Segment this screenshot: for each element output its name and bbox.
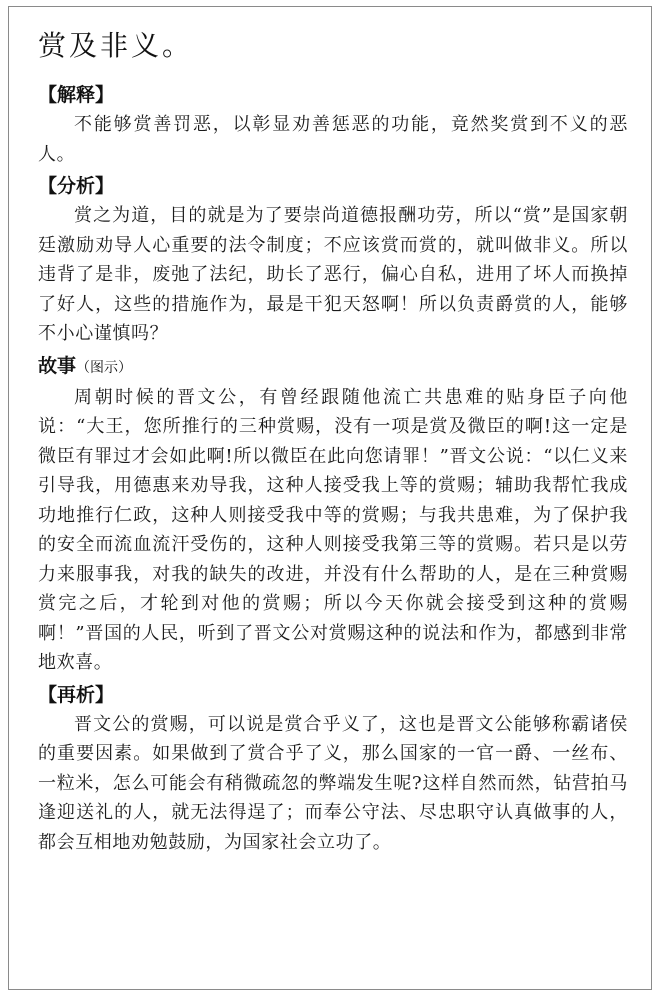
section-text-reanalysis: 晋文公的赏赐，可以说是赏合乎义了，这也是晋文公能够称霸诸侯的重要因素。如果做到了赏合乎了义，那么国家的一官一爵、一丝布、一粒米，怎么可能会有稍微疏忽的弊端发生呢?这样自然而然，钻营拍马逢迎送礼的人，就无法得逞了；而奉公守法、尽忠职守认真做事的人，都会互相地劝勉鼓励，为国家社会立功了。 bbox=[38, 713, 628, 853]
section-text-explanation: 不能够赏善罚恶，以彰显劝善惩恶的功能，竟然奖赏到不义的恶人。 bbox=[38, 114, 628, 165]
section-label-story bbox=[38, 351, 628, 383]
section-analysis bbox=[38, 171, 628, 349]
page-title: 赏及非义。 bbox=[38, 29, 194, 62]
section-reanalysis bbox=[38, 680, 628, 858]
section-text-analysis: 赏之为道，目的就是为了要崇尚道德报酬功劳，所以“赏”是国家朝廷激励劝导人心重要的法令制度；不应该赏而赏的，就叫做非义。所以违背了是非，废弛了法纪，助长了恶行，偏心自私，进用了坏人而换掉了好人，这些的措施作为，最是干犯天怒啊！所以负责爵赏的人，能够不小心谨慎吗？ bbox=[38, 205, 628, 344]
story-label: 故事 bbox=[38, 354, 77, 377]
story-label-note: （图示） bbox=[76, 359, 133, 376]
section-text-story: 周朝时候的晋文公，有曾经跟随他流亡共患难的贴身臣子向他说：“大王，您所推行的三种赏赐，没有一项是赏及微臣的啊!这一定是微臣有罪过才会如此啊!所以微臣在此向您请罪！”晋文公说：“以仁义来引导我，用德惠来劝导我，这种人接受我上等的赏赐；辅助我帮忙我成功地推行仁政，这种人则接受我中等的赏赐；与我共患难，为了保护我的安全而流血流汗受伤的，这种人则接受我第三等的赏赐。若只是以劳力来服事我，对我的缺失的改进，并没有什么帮助的人，是在三种赏赐赏完之后，才轮到对他的赏赐；所以今天你就会接受到这种的赏赐啊！”晋国的人民，听到了晋文公对赏赐这种的说法和作为，都感到非常地欢喜。 bbox=[38, 386, 628, 673]
section-explanation bbox=[38, 80, 628, 169]
section-label-explanation: 【解释】 bbox=[38, 84, 115, 106]
document-body bbox=[38, 26, 628, 859]
section-label-reanalysis: 【再析】 bbox=[38, 683, 115, 706]
section-label-analysis: 【分析】 bbox=[38, 175, 115, 197]
section-story bbox=[38, 351, 628, 678]
